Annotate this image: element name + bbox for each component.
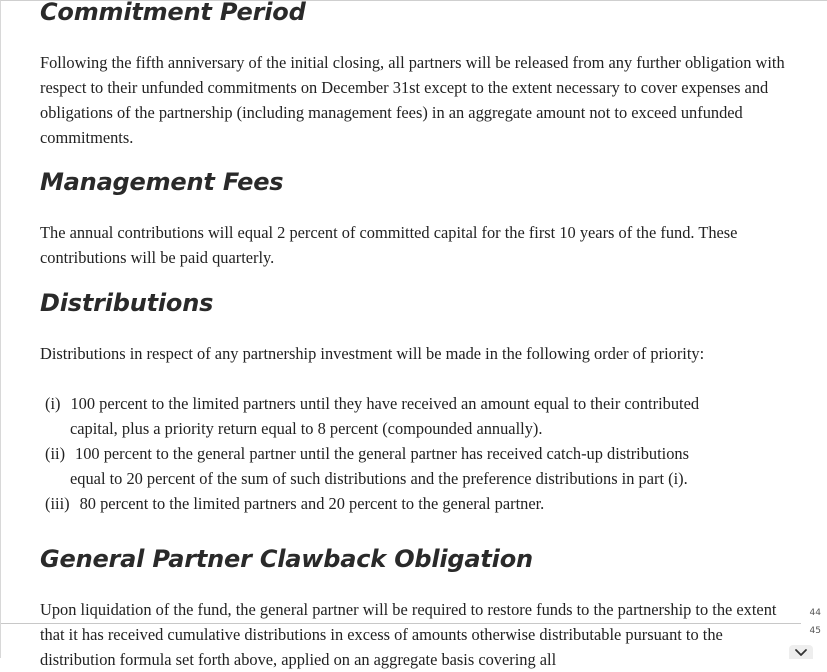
commitment-period-paragraph: Following the fifth anniversary of the initial closing, all partners will be released from any further obligation with respect to their unfunded commitments on December 31st except to the extent necessary to cover expenses and obligations of the partnership (including management fees) in an aggregate amount not to exceed unfunded commitments. <box>40 53 785 147</box>
page-break-divider <box>1 623 801 624</box>
distribution-priority-list <box>45 391 785 516</box>
distributions-intro: Distributions in respect of any partnership investment will be made in the following order of priority: <box>40 344 705 363</box>
list-item-continuation: equal to 20 percent of the sum of such distributions and the preference distributions in part (i). <box>70 469 688 488</box>
clawback-paragraph: Upon liquidation of the fund, the general partner will be required to restore funds to the partnership to the extent that it has received cumulative distributions in excess of amounts otherwise distributable pursuant to the distribution formula set forth above, applied on an aggregate basis covering all <box>40 600 777 669</box>
page-number-next: 45 <box>809 626 821 636</box>
list-item-continuation: capital, plus a priority return equal to 8 percent (compounded annually). <box>70 419 543 438</box>
list-marker: (i) <box>45 394 61 413</box>
page-number-current: 44 <box>809 608 821 618</box>
list-item <box>45 441 785 491</box>
list-item-text: 80 percent to the limited partners and 20 percent to the general partner. <box>79 494 545 513</box>
list-marker: (iii) <box>45 494 70 513</box>
list-item <box>45 391 785 441</box>
list-item-text: 100 percent to the general partner until the general partner has received catch-up distributions <box>75 444 689 463</box>
management-fees-heading: Management Fees <box>40 168 284 196</box>
scroll-down-button[interactable] <box>789 645 813 659</box>
chevron-down-icon <box>794 648 808 657</box>
list-marker: (ii) <box>45 444 66 463</box>
management-fees-paragraph: The annual contributions will equal 2 percent of committed capital for the first 10 years of the fund. These contributions will be paid quarterly. <box>40 223 738 267</box>
list-item <box>45 491 785 516</box>
clawback-heading: General Partner Clawback Obligation <box>40 545 533 573</box>
distributions-heading: Distributions <box>40 289 214 317</box>
list-item-text: 100 percent to the limited partners until they have received an amount equal to their contributed <box>70 394 700 413</box>
commitment-period-heading: Commitment Period <box>40 0 306 26</box>
